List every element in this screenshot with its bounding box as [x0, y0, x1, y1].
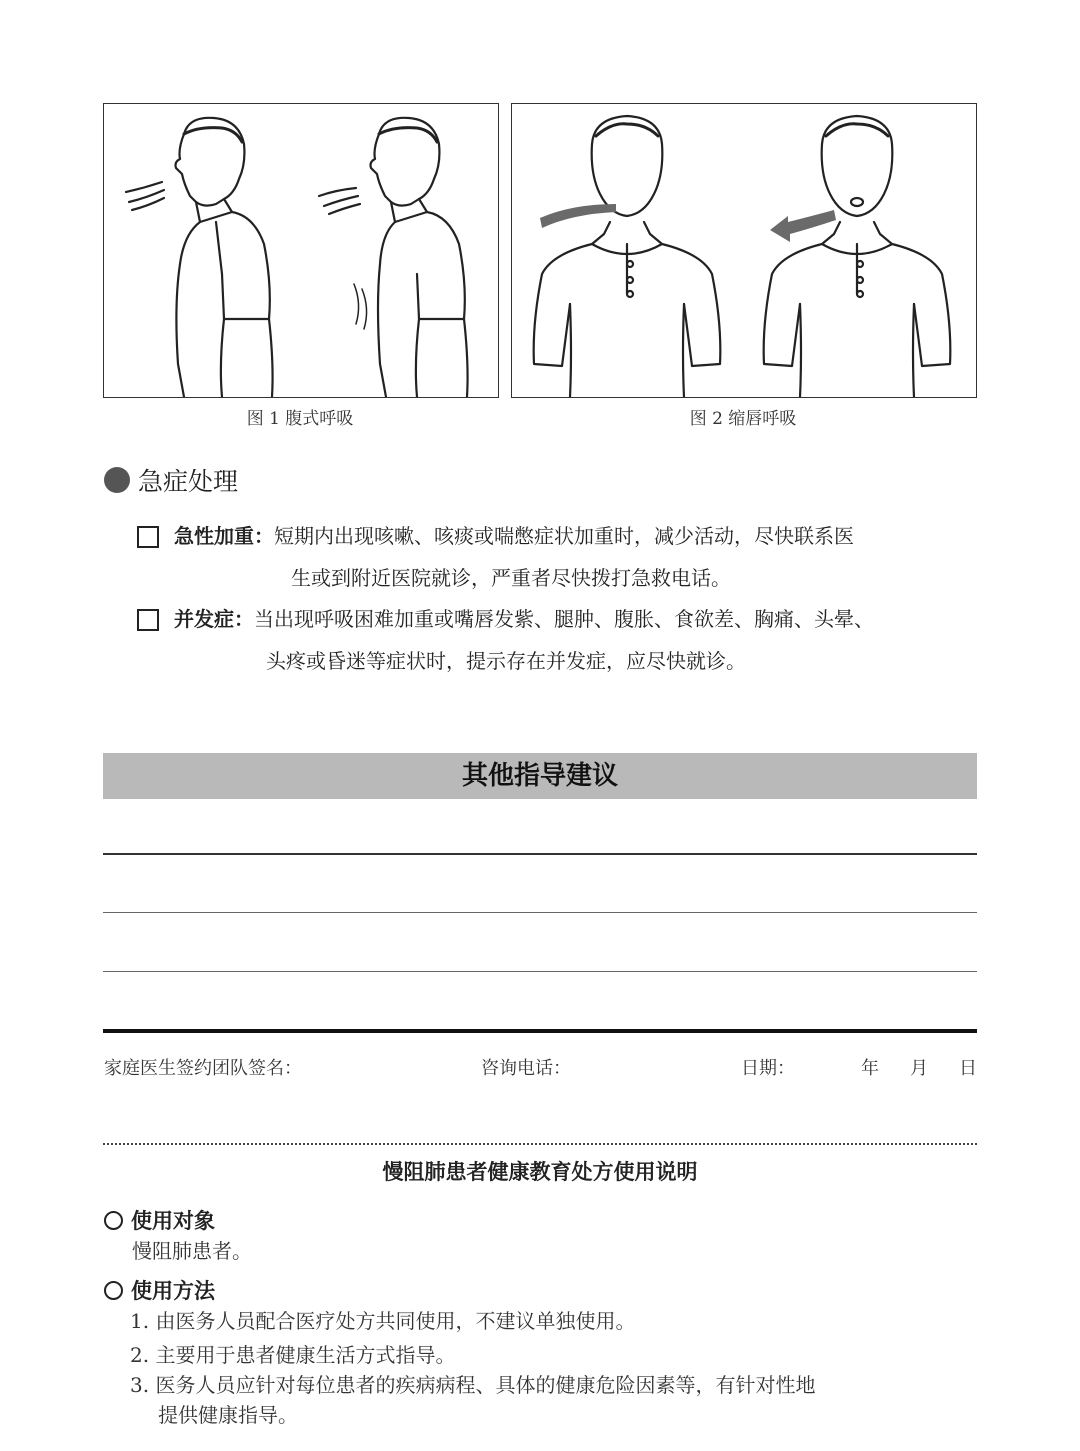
- method-item-1-text: 由医务人员配合医疗处方共同使用，不建议单独使用。: [155, 1309, 636, 1333]
- acute-exacerbation-text: 短期内出现咳嗽、咳痰或喘憋症状加重时，减少活动，尽快联系医: [274, 524, 854, 548]
- inhale-arrow-icon: [540, 204, 616, 228]
- figure-1-frame: [103, 103, 499, 398]
- checkbox-complication[interactable]: [137, 609, 159, 631]
- method-item-2-num: 2.: [130, 1343, 150, 1367]
- target-heading: [104, 1205, 215, 1235]
- acute-exacerbation-line2: 生或到附近医院就诊，严重者尽快拨打急救电话。: [291, 566, 731, 590]
- complication-line1: [174, 597, 984, 641]
- emergency-section-heading: [104, 462, 238, 498]
- month-label: 月: [910, 1058, 928, 1079]
- method-heading-text: 使用方法: [131, 1279, 215, 1303]
- method-item-3-text: 医务人员应针对每位患者的疾病病程、具体的健康危险因素等，有针对性地: [155, 1373, 816, 1397]
- hollow-circle-bullet-icon: [104, 1281, 123, 1300]
- exhale-arrow-icon: [770, 210, 836, 242]
- figure-1-caption: 图 1 腹式呼吸: [246, 409, 354, 429]
- abdominal-breathing-illustration: [104, 104, 498, 397]
- checkbox-acute-exacerbation[interactable]: [137, 526, 159, 548]
- method-item-2-text: 主要用于患者健康生活方式指导。: [155, 1343, 456, 1367]
- pursed-lip-breathing-illustration: [512, 104, 976, 397]
- advice-line-4: [103, 1029, 977, 1033]
- advice-line-1: [103, 853, 977, 855]
- dotted-divider: [103, 1143, 977, 1145]
- emergency-title: 急症处理: [138, 467, 239, 496]
- complication-text: 当出现呼吸困难加重或嘴唇发紫、腿肿、腹胀、食欲差、胸痛、头晕、: [254, 607, 874, 631]
- complication-label: 并发症：: [174, 607, 254, 631]
- advice-line-2: [103, 912, 977, 913]
- filled-circle-bullet-icon: [104, 467, 130, 493]
- target-heading-text: 使用对象: [131, 1209, 215, 1233]
- phone-label: 咨询电话：: [481, 1058, 571, 1079]
- figure-2-caption: 图 2 缩唇呼吸: [689, 409, 797, 429]
- date-label: 日期：: [741, 1058, 795, 1079]
- method-item-3: [130, 1370, 980, 1400]
- acute-exacerbation-label: 急性加重：: [174, 524, 274, 548]
- figure-2-frame: [511, 103, 977, 398]
- advice-line-3: [103, 971, 977, 972]
- method-item-1: [130, 1306, 635, 1336]
- method-item-1-num: 1.: [130, 1309, 150, 1333]
- day-label: 日: [959, 1058, 977, 1079]
- acute-exacerbation-line1: [174, 514, 984, 558]
- team-signature-label: 家庭医生签约团队签名：: [104, 1058, 302, 1079]
- other-advice-banner: 其他指导建议: [103, 753, 977, 799]
- complication-line2: 头疼或昏迷等症状时，提示存在并发症，应尽快就诊。: [266, 649, 746, 673]
- method-item-2: [130, 1340, 455, 1370]
- method-item-3-num: 3.: [130, 1373, 150, 1397]
- method-item-3-cont: 提供健康指导。: [158, 1403, 298, 1427]
- year-label: 年: [861, 1058, 879, 1079]
- target-text: 慢阻肺患者。: [132, 1239, 252, 1263]
- hollow-circle-bullet-icon: [104, 1211, 123, 1230]
- instructions-title: 慢阻肺患者健康教育处方使用说明: [382, 1160, 698, 1184]
- method-heading: [104, 1275, 215, 1305]
